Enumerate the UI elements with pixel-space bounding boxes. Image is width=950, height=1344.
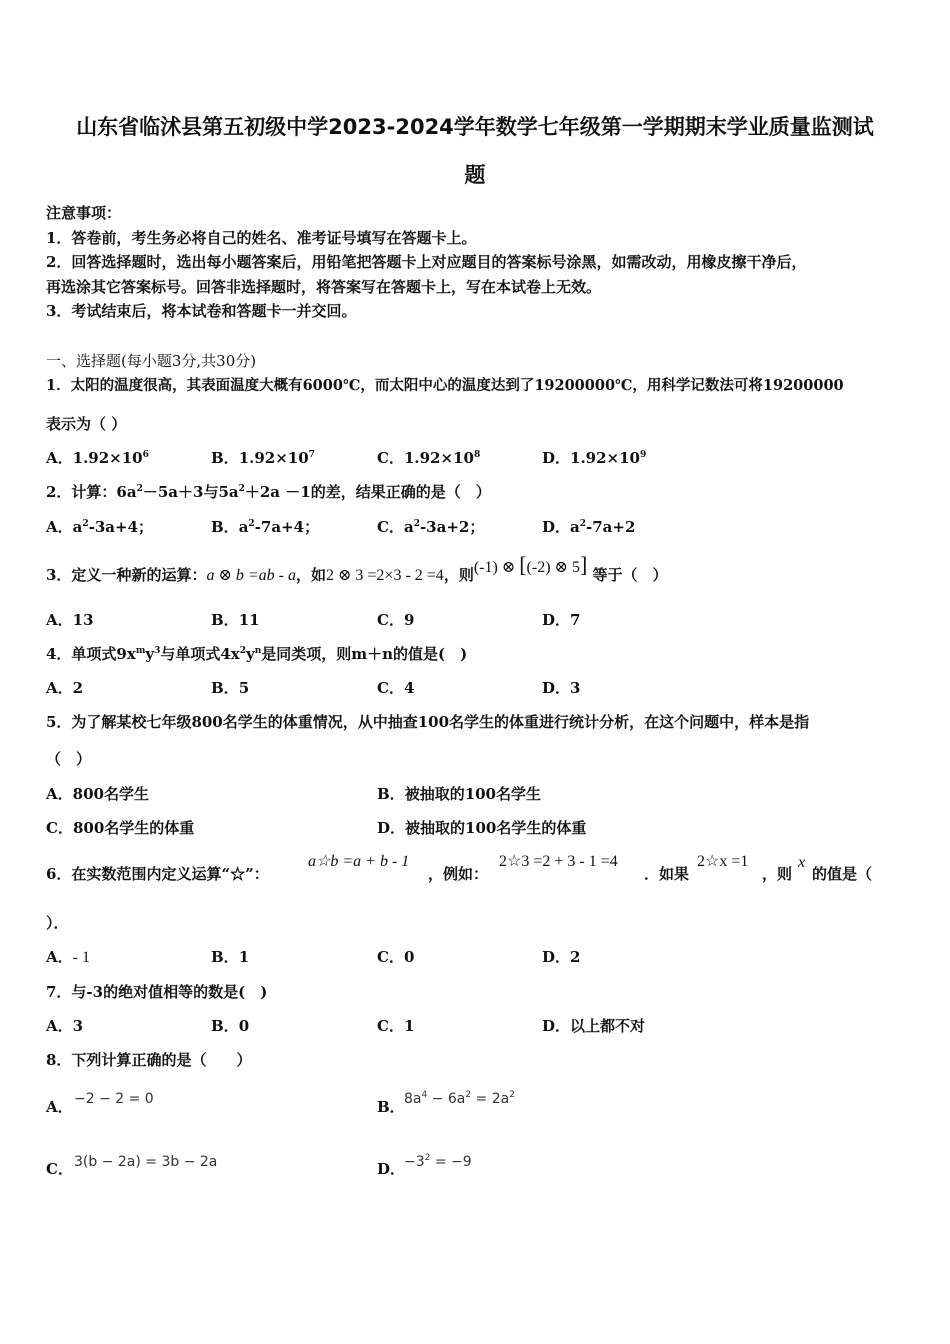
question-4: 4．单项式$9x^my^3$与单项式$4x^2y^n$是同类项，则m＋n的值是( ) xyxy=(46,645,468,663)
q4-option-a: A．2 xyxy=(46,679,84,697)
q6-option-d: D．2 xyxy=(542,948,581,966)
question-6-cont: ）． xyxy=(46,914,69,932)
question-6: 6．在实数范围内定义运算“☆”： xyxy=(46,865,269,883)
q6-math-example: 2☆3 =2 + 3 - 1 =4 xyxy=(499,853,618,870)
question-3: 3．定义一种新的运算：a ⊗ b =ab - a，如2 ⊗ 3 =2×3 - 2 =4，则(-1) ⊗ [(-2) ⊗ 5] 等于（ ） xyxy=(46,552,668,584)
q2-option-a: A．$a^2-3a+4$； xyxy=(46,518,154,536)
q6-option-c: C．0 xyxy=(377,948,415,966)
q8-option-d-label: D． xyxy=(377,1160,406,1178)
notice-heading: 注意事项： xyxy=(46,204,122,222)
q7-option-d: D．以上都不对 xyxy=(542,1017,646,1035)
q8-option-b-label: B． xyxy=(377,1098,405,1116)
notice-item: 2．回答选择题时，选出每小题答案后，用铅笔把答题卡上对应题目的答案标号涂黑，如需改动，用橡皮擦干净后， xyxy=(46,253,807,271)
q8-option-d-formula: $-3^2 = -9$ xyxy=(404,1153,472,1170)
question-8: 8．下列计算正确的是（ ） xyxy=(46,1051,252,1069)
q7-option-a: A．3 xyxy=(46,1017,84,1035)
q5-option-a: A．800名学生 xyxy=(46,785,149,803)
notice-item: 1．答卷前，考生务必将自己的姓名、准考证号填写在答题卡上。 xyxy=(46,229,477,247)
q8-option-a-label: A． xyxy=(46,1098,73,1116)
q4-option-b: B．5 xyxy=(211,679,250,697)
q8-option-a-formula: −2 − 2 = 0 xyxy=(74,1091,154,1107)
question-5-cont: （ ） xyxy=(46,750,92,768)
q8-option-b-formula: $8a^4 - 6a^2 = 2a^2$ xyxy=(404,1090,515,1107)
q3-option-b: B．11 xyxy=(211,611,260,629)
q4-option-d: D．3 xyxy=(542,679,581,697)
q6-math-x: x xyxy=(798,854,806,871)
q7-option-c: C．1 xyxy=(377,1017,415,1035)
question-2: 2．计算：$6a^2-5a+3$与$5a^2+2a -1$的差，结果正确的是（ ） xyxy=(46,483,491,501)
q6-math-cond: 2☆x =1 xyxy=(697,853,749,870)
q4-option-c: C．4 xyxy=(377,679,415,697)
q8-option-c-label: C． xyxy=(46,1160,73,1178)
page-title-cont: 题 xyxy=(464,163,486,187)
q6-math-def: a☆b =a + b - 1 xyxy=(308,853,410,870)
question-1: 1．太阳的温度很高，其表面温度大概有6000℃，而太阳中心的温度达到了19200000℃，用科学记数法可将19200000 xyxy=(46,377,844,394)
q6-then-label: ，则 xyxy=(762,865,793,883)
q6-option-a: A．- 1 xyxy=(46,948,90,966)
q1-option-d: D．$1.92\times 10^9$ xyxy=(542,449,647,467)
q8-option-c-formula: 3(b − 2a) = 3b − 2a xyxy=(74,1154,218,1170)
section-heading: 一、选择题(每小题3分,共30分) xyxy=(46,352,257,370)
q2-option-b: B．$a^2-7a+4$； xyxy=(211,518,320,536)
q5-option-d: D．被抽取的100名学生的体重 xyxy=(377,819,587,837)
page-title: 山东省临沭县第五初级中学2023-2024学年数学七年级第一学期期末学业质量监测试 xyxy=(76,115,874,139)
question-5: 5．为了解某校七年级800名学生的体重情况，从中抽查100名学生的体重进行统计分析，在这个问题中，样本是指 xyxy=(46,713,810,731)
q6-option-b: B．1 xyxy=(211,948,250,966)
q6-tail: 的值是（ xyxy=(812,865,873,883)
notice-item: 再选涂其它答案标号。回答非选择题时，将答案写在答题卡上，写在本试卷上无效。 xyxy=(46,278,602,296)
q3-option-a: A．13 xyxy=(46,611,94,629)
q1-option-a: A．$1.92\times 10^6$ xyxy=(46,449,149,467)
q2-option-c: C．$a^2-3a+2$； xyxy=(377,518,485,536)
question-1-cont: 表示为（ ） xyxy=(46,415,127,433)
q1-option-c: C．$1.92\times 10^8$ xyxy=(377,449,481,467)
q6-if-label: ．如果 xyxy=(644,865,690,883)
q5-option-b: B．被抽取的100名学生 xyxy=(377,785,541,803)
question-7: 7．与-3的绝对值相等的数是( ) xyxy=(46,983,268,1001)
notice-item: 3．考试结束后，将本试卷和答题卡一并交回。 xyxy=(46,302,357,320)
q3-option-c: C．9 xyxy=(377,611,415,629)
q3-option-d: D．7 xyxy=(542,611,581,629)
q1-option-b: B．$1.92\times 10^7$ xyxy=(211,449,315,467)
q7-option-b: B．0 xyxy=(211,1017,250,1035)
q5-option-c: C．800名学生的体重 xyxy=(46,819,195,837)
q2-option-d: D．$a^2-7a+2$ xyxy=(542,518,636,536)
q6-example-label: ，例如： xyxy=(428,865,489,883)
